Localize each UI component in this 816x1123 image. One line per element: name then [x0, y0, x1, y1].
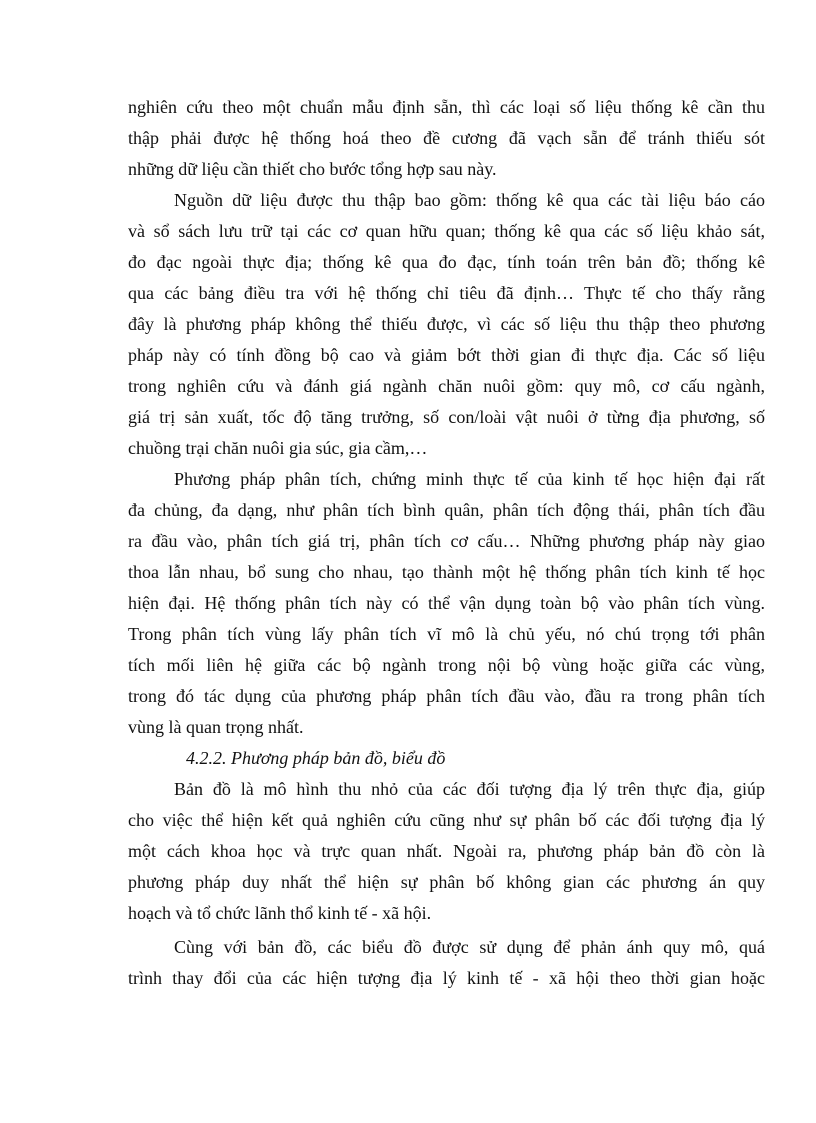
text-line: nghiên cứu theo một chuẩn mẫu định sẵn, thì các loại số liệu thống kê cần thu: [128, 97, 765, 117]
text-line: Trong phân tích vùng lấy phân tích vĩ mô là chủ yếu, nó chú trọng tới phân: [128, 624, 765, 644]
text-line: đa chủng, đa dạng, như phân tích bình quân, phân tích động thái, phân tích đầu: [128, 500, 765, 520]
text-line: vùng là quan trọng nhất.: [128, 717, 304, 737]
text-line: phương pháp duy nhất thể hiện sự phân bố không gian các phương án quy: [128, 872, 765, 892]
text-line: cho việc thể hiện kết quả nghiên cứu cũng như sự phân bố các đối tượng địa lý: [128, 810, 765, 830]
paragraph-5: [128, 932, 765, 994]
text-line: giá trị sản xuất, tốc độ tăng trưởng, số con/loài vật nuôi ở từng địa phương, số: [128, 407, 765, 427]
text-line: Phương pháp phân tích, chứng minh thực tế của kinh tế học hiện đại rất: [174, 469, 765, 489]
text-line: Nguồn dữ liệu được thu thập bao gồm: thống kê qua các tài liệu báo cáo: [174, 190, 765, 210]
paragraph-3: [128, 464, 765, 743]
text-line: chuồng trại chăn nuôi gia súc, gia cầm,…: [128, 438, 428, 458]
paragraph-2: [128, 185, 765, 464]
text-line: những dữ liệu cần thiết cho bước tổng hợp sau này.: [128, 159, 497, 179]
text-line: thoa lẫn nhau, bổ sung cho nhau, tạo thành một hệ thống phân tích kinh tế học: [128, 562, 765, 582]
text-line: hoạch và tổ chức lãnh thổ kinh tế - xã hội.: [128, 903, 432, 923]
section-heading: 4.2.2. Phương pháp bản đồ, biểu đồ: [186, 748, 446, 768]
text-line: qua các bảng điều tra với hệ thống chỉ tiêu đã định… Thực tế cho thấy rằng: [128, 283, 765, 303]
text-line: trong đó tác dụng của phương pháp phân tích đầu vào, đầu ra trong phân tích: [128, 686, 765, 706]
text-line: Cùng với bản đồ, các biểu đồ được sử dụng để phản ánh quy mô, quá: [174, 937, 765, 957]
text-line: tích mối liên hệ giữa các bộ ngành trong nội bộ vùng hoặc giữa các vùng,: [128, 655, 765, 675]
text-line: ra đầu vào, phân tích giá trị, phân tích cơ cấu… Những phương pháp này giao: [128, 531, 765, 551]
text-line: và sổ sách lưu trữ tại các cơ quan hữu quan; thống kê qua các số liệu khảo sát,: [128, 221, 765, 241]
paragraph-4: [128, 774, 765, 929]
text-line: trong nghiên cứu và đánh giá ngành chăn nuôi gồm: quy mô, cơ cấu ngành,: [128, 376, 765, 396]
text-line: pháp này có tính đồng bộ cao và giảm bớt thời gian đi thực địa. Các số liệu: [128, 345, 765, 365]
text-line: đo đạc ngoài thực địa; thống kê qua đo đạc, tính toán trên bản đồ; thống kê: [128, 252, 765, 272]
text-line: Bản đồ là mô hình thu nhỏ của các đối tượng địa lý trên thực địa, giúp: [174, 779, 765, 799]
text-line: đây là phương pháp không thể thiếu được, vì các số liệu thu thập theo phương: [128, 314, 765, 334]
text-line: một cách khoa học và trực quan nhất. Ngoài ra, phương pháp bản đồ còn là: [128, 841, 765, 861]
paragraph-1: [128, 92, 765, 185]
text-line: hiện đại. Hệ thống phân tích này có thể vận dụng toàn bộ vào phân tích vùng.: [128, 593, 765, 613]
text-line: trình thay đổi của các hiện tượng địa lý kinh tế - xã hội theo thời gian hoặc: [128, 968, 765, 988]
text-line: thập phải được hệ thống hoá theo đề cương đã vạch sẵn để tránh thiếu sót: [128, 128, 765, 148]
document-page: [128, 92, 765, 994]
